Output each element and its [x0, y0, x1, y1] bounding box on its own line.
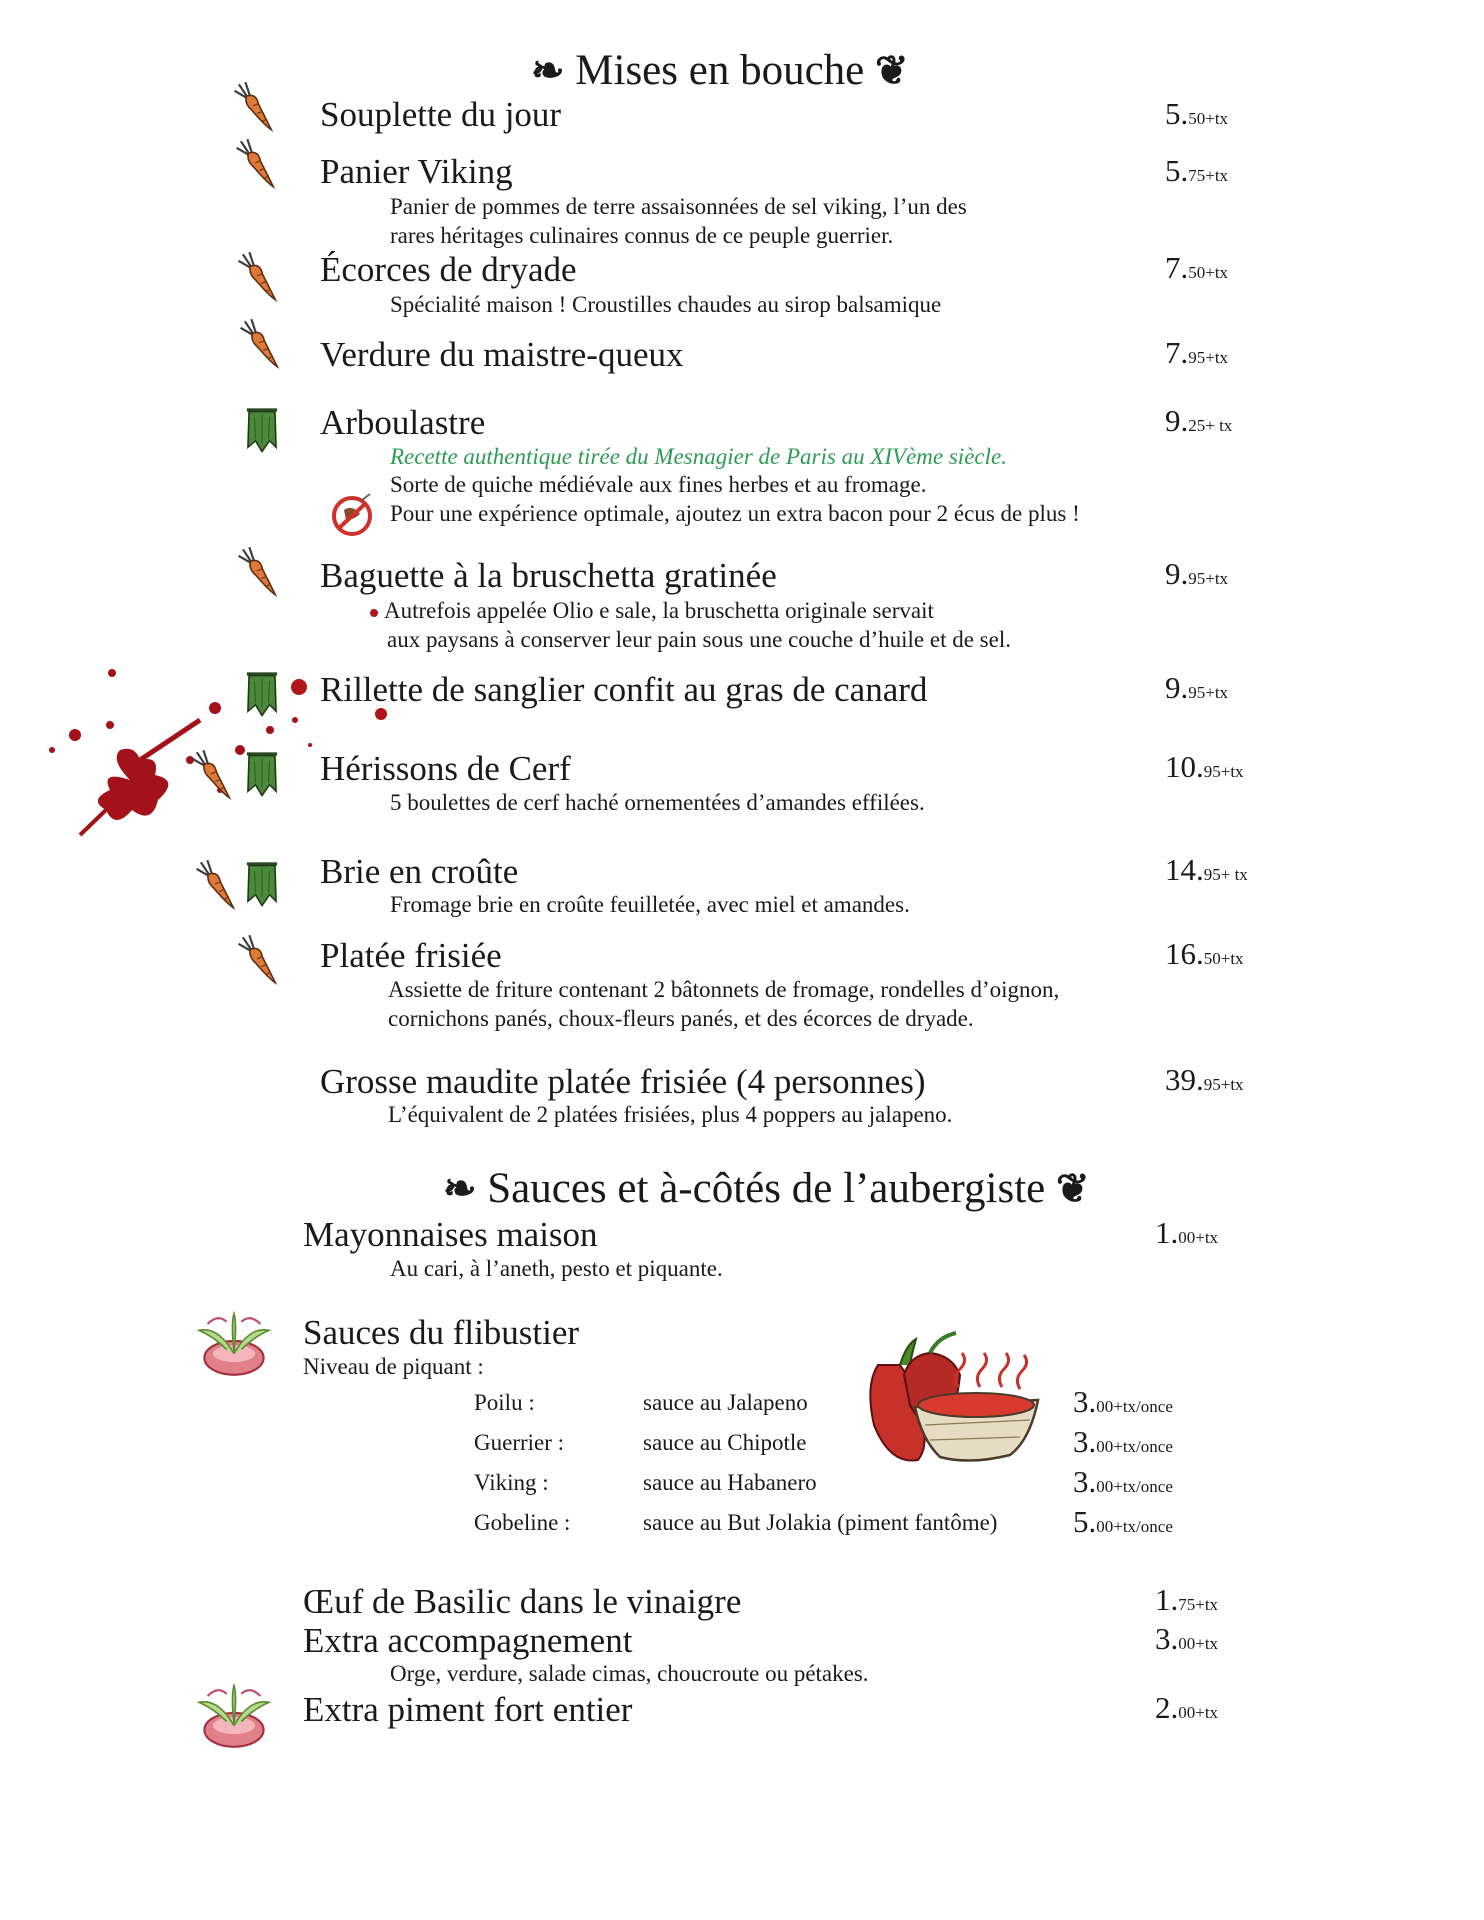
menu-item-price: 10.95+tx [1165, 749, 1244, 784]
menu-item-name: Écorces de dryade [320, 250, 577, 289]
sauce-level: Guerrier : [474, 1430, 565, 1455]
ornament-left-icon: ❧ [443, 1166, 477, 1211]
carrot-icon [194, 858, 238, 912]
menu-item-name: Baguette à la bruschetta gratinée [320, 556, 777, 595]
menu-item-name: Rillette de sanglier confit au gras de canard [320, 670, 928, 709]
menu-item-name: Verdure du maistre-queux [320, 335, 684, 374]
section-title-sauces [443, 1164, 1090, 1213]
sauce-price: 3.00+tx/once [1073, 1384, 1173, 1419]
sauce-name: sauce au But Jolakia (piment fantôme) [643, 1510, 998, 1535]
menu-item-name: Arboulastre [320, 403, 486, 442]
menu-item-description: 5 boulettes de cerf haché ornementées d’amandes effilées. [390, 790, 925, 815]
menu-item-description: Assiette de friture contenant 2 bâtonnets de fromage, rondelles d’oignon, cornichons panés, choux-fleurs panés, et des écorces de dryade. [388, 977, 1060, 1031]
menu-item-price: 7.50+tx [1165, 250, 1229, 285]
menu-item-name: Grosse maudite platée frisiée (4 personnes) [320, 1062, 926, 1101]
sauce-price: 3.00+tx/once [1073, 1464, 1173, 1499]
menu-item-description: Orge, verdure, salade cimas, choucroute ou pétakes. [390, 1661, 869, 1686]
menu-item-name: Œuf de Basilic dans le vinaigre [303, 1582, 742, 1621]
sauce-name: sauce au Chipotle [643, 1430, 807, 1455]
menu-item-price: 9.25+ tx [1165, 403, 1233, 438]
menu-item-name: Souplette du jour [320, 95, 562, 134]
green-banner-icon [240, 858, 284, 912]
menu-item-price: 5.50+tx [1165, 96, 1229, 131]
carrot-icon [238, 317, 282, 371]
menu-item-price: 9.95+tx [1165, 556, 1229, 591]
menu-item-description: Fromage brie en croûte feuilletée, avec miel et amandes. [390, 892, 910, 917]
menu-item-price: 3.00+tx [1155, 1621, 1219, 1656]
menu-item-description: Spécialité maison ! Croustilles chaudes au sirop balsamique [390, 292, 942, 317]
menu-item-description: Au cari, à l’aneth, pesto et piquante. [390, 1256, 723, 1281]
menu-item-note: Recette authentique tirée du Mesnagier de Paris au XIVème siècle. [390, 444, 1007, 469]
flower-icon [186, 1305, 282, 1379]
menu-item-name: Panier Viking [320, 152, 513, 191]
menu-item-price: 1.00+tx [1155, 1215, 1219, 1250]
carrot-icon [236, 250, 280, 304]
sauce-level: Viking : [474, 1470, 549, 1495]
no-bacon-icon [328, 490, 376, 538]
sauce-name: sauce au Habanero [643, 1470, 817, 1495]
ornament-right-icon: ❦ [875, 48, 909, 93]
green-banner-icon [240, 668, 284, 722]
carrot-icon [190, 748, 234, 802]
sauce-subtitle: Niveau de piquant : [303, 1354, 484, 1379]
green-banner-icon [240, 404, 284, 458]
carrot-icon [236, 545, 280, 599]
carrot-icon [234, 137, 278, 191]
ornament-right-icon: ❦ [1056, 1166, 1090, 1211]
carrot-icon [236, 933, 280, 987]
ornament-left-icon: ❧ [531, 48, 565, 93]
sauce-price: 5.00+tx/once [1073, 1504, 1173, 1539]
sauce-level: Gobeline : [474, 1510, 571, 1535]
menu-item-name: Hérissons de Cerf [320, 749, 571, 788]
menu-item-price: 14.95+ tx [1165, 852, 1248, 887]
menu-item-name: Extra piment fort entier [303, 1690, 633, 1729]
blood-bullet-icon [370, 609, 378, 617]
carrot-icon [232, 80, 276, 134]
pepper-bowl-icon [860, 1325, 1050, 1475]
menu-item-description: Sorte de quiche médiévale aux fines herbes et au fromage. Pour une expérience optimale, ajoutez un extra bacon pour 2 écus de plus ! [390, 472, 1080, 526]
blood-drop-icon [100, 665, 130, 685]
menu-item-price: 16.50+tx [1165, 936, 1244, 971]
blood-drop-icon [288, 676, 310, 698]
section-title-text: Sauces et à-côtés de l’aubergiste [487, 1165, 1046, 1212]
menu-item-price: 2.00+tx [1155, 1690, 1219, 1725]
sauce-price: 3.00+tx/once [1073, 1424, 1173, 1459]
flower-icon [186, 1677, 282, 1751]
menu-item-price: 5.75+tx [1165, 153, 1229, 188]
menu-item-price: 9.95+tx [1165, 670, 1229, 705]
menu-item-description: L’équivalent de 2 platées frisiées, plus 4 poppers au jalapeno. [388, 1102, 953, 1127]
menu-item-description: Autrefois appelée Olio e sale, la bruschetta originale servait aux paysans à conserver leur pain sous une couche d’huile et de sel. [370, 596, 1011, 654]
sauce-level: Poilu : [474, 1390, 535, 1415]
menu-item-price: 7.95+tx [1165, 335, 1229, 370]
menu-item-name: Brie en croûte [320, 852, 519, 891]
menu-item-description: Panier de pommes de terre assaisonnées de sel viking, l’un des rares héritages culinaires connus de ce peuple guerrier. [390, 194, 967, 248]
section-title-text: Mises en bouche [575, 47, 865, 94]
section-title-mises-en-bouche [531, 46, 909, 95]
menu-item-price: 39.95+tx [1165, 1062, 1244, 1097]
sauce-name: sauce au Jalapeno [643, 1390, 808, 1415]
menu-item-price: 1.75+tx [1155, 1582, 1219, 1617]
menu-item-name: Extra accompagnement [303, 1621, 633, 1660]
menu-item-name: Sauces du flibustier [303, 1313, 580, 1352]
menu-item-name: Platée frisiée [320, 936, 502, 975]
menu-item-name: Mayonnaises maison [303, 1215, 598, 1254]
green-banner-icon [240, 748, 284, 802]
